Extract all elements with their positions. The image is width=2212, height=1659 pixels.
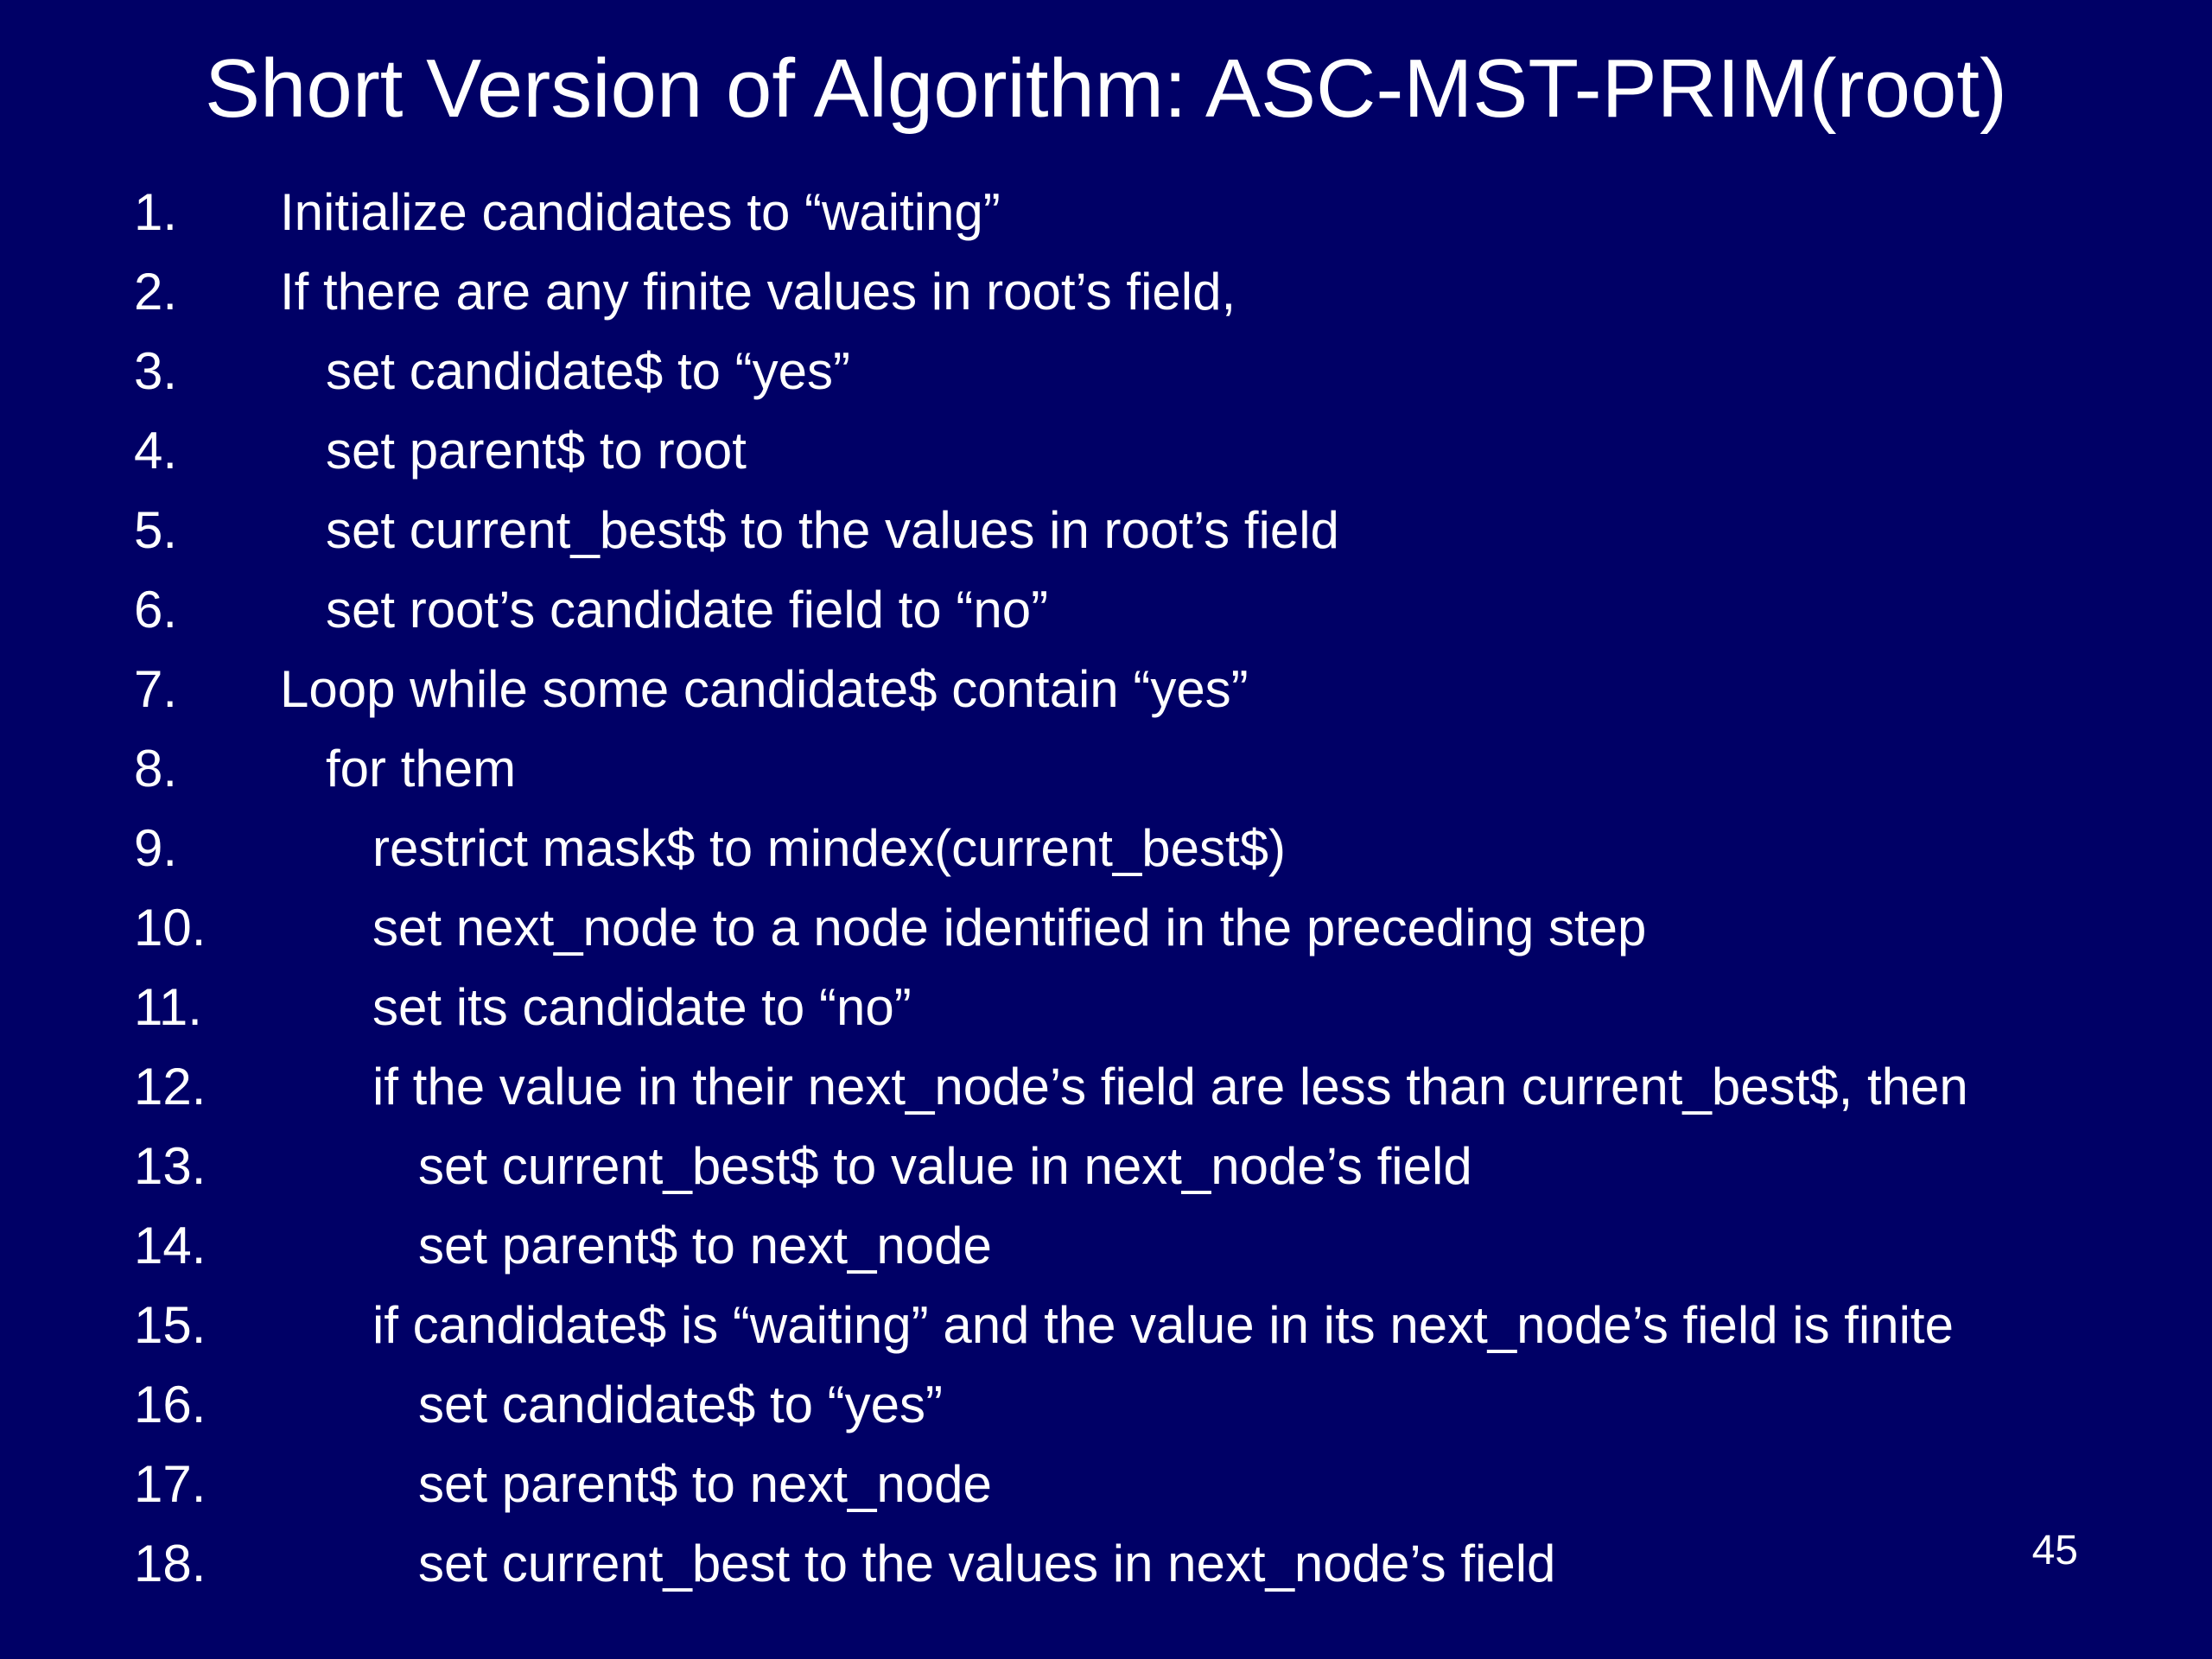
step-text: set its candidate to “no” [372,978,912,1036]
step-text: if candidate$ is “waiting” and the value in its next_node’s field is finite [372,1296,1954,1354]
algorithm-step [0,411,2212,491]
step-number: 2. [134,263,178,321]
algorithm-step [0,491,2212,570]
step-text: set next_node to a node identified in the preceding step [372,899,1647,957]
algorithm-step [0,888,2212,968]
step-number: 11. [134,978,202,1036]
algorithm-step [0,332,2212,411]
step-text: for them [326,740,517,798]
step-number: 1. [134,183,178,241]
step-text: set current_best to the values in next_node’s field [418,1535,1556,1592]
algorithm-step [0,1365,2212,1445]
step-number: 7. [134,660,178,718]
step-number: 10. [134,899,207,957]
step-text: set parent$ to root [326,422,747,480]
algorithm-step [0,968,2212,1047]
step-number: 16. [134,1376,207,1433]
algorithm-step [0,729,2212,809]
step-text: If there are any finite values in root’s field, [280,263,1236,321]
step-text: if the value in their next_node’s field are less than current_best$, then [372,1058,1968,1116]
step-number: 15. [134,1296,207,1354]
step-text: set candidate$ to “yes” [326,342,851,400]
step-number: 17. [134,1455,207,1513]
step-number: 5. [134,501,178,559]
step-text: Loop while some candidate$ contain “yes” [280,660,1249,718]
step-text: set root’s candidate field to “no” [326,581,1049,639]
algorithm-step [0,570,2212,650]
step-number: 9. [134,819,178,877]
page-number: 45 [2031,1528,2078,1573]
step-number: 14. [134,1217,207,1274]
step-text: Initialize candidates to “waiting” [280,183,1001,241]
algorithm-step [0,173,2212,252]
step-number: 3. [134,342,178,400]
algorithm-step [0,252,2212,332]
step-text: set candidate$ to “yes” [418,1376,944,1433]
step-text: set parent$ to next_node [418,1217,992,1274]
step-number: 12. [134,1058,207,1116]
slide-title: Short Version of Algorithm: ASC-MST-PRIM(root) [205,42,2007,135]
step-number: 4. [134,422,178,480]
algorithm-step [0,1206,2212,1286]
algorithm-step [0,1524,2212,1604]
step-text: set parent$ to next_node [418,1455,992,1513]
step-number: 18. [134,1535,207,1592]
step-number: 13. [134,1137,207,1195]
step-text: restrict mask$ to mindex(current_best$) [372,819,1287,877]
algorithm-steps [0,173,2212,1604]
algorithm-step [0,1127,2212,1206]
step-number: 6. [134,581,178,639]
algorithm-step [0,1286,2212,1365]
algorithm-step [0,1047,2212,1127]
step-text: set current_best$ to value in next_node’s field [418,1137,1472,1195]
algorithm-step [0,650,2212,729]
step-number: 8. [134,740,178,798]
step-text: set current_best$ to the values in root’s field [326,501,1339,559]
algorithm-step [0,809,2212,888]
algorithm-step [0,1445,2212,1524]
